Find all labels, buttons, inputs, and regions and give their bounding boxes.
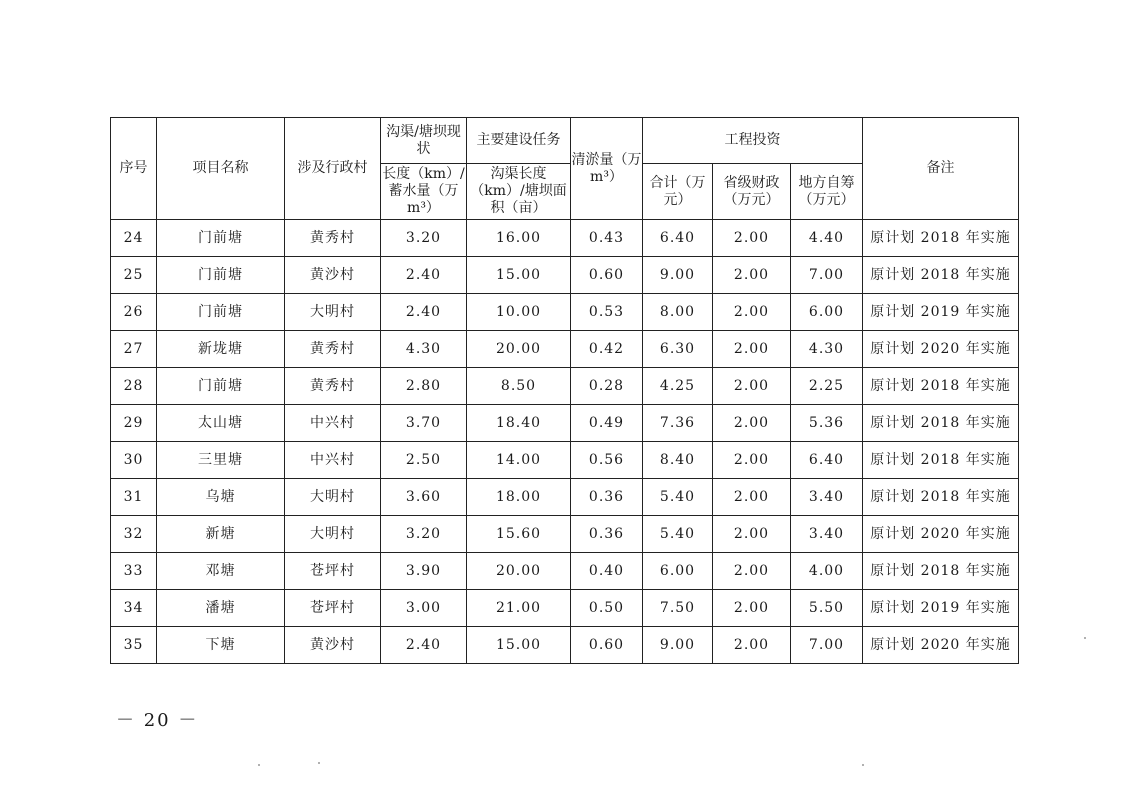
table-body xyxy=(111,220,1019,664)
table-row xyxy=(111,294,1019,331)
table-row xyxy=(111,405,1019,442)
cell-local: 2.25 xyxy=(791,368,863,405)
header-seq: 序号 xyxy=(111,118,157,220)
scan-speck xyxy=(258,764,260,766)
scan-speck xyxy=(318,762,320,764)
cell-village: 中兴村 xyxy=(285,405,381,442)
header-status-top: 沟渠/塘坝现状 xyxy=(381,118,467,164)
cell-provincial: 2.00 xyxy=(713,405,791,442)
header-total: 合计（万元） xyxy=(643,164,713,220)
cell-status: 4.30 xyxy=(381,331,467,368)
header-name: 项目名称 xyxy=(157,118,285,220)
table-row xyxy=(111,220,1019,257)
cell-seq: 31 xyxy=(111,479,157,516)
cell-provincial: 2.00 xyxy=(713,590,791,627)
header-remarks: 备注 xyxy=(863,118,1019,220)
cell-local: 7.00 xyxy=(791,257,863,294)
cell-name: 门前塘 xyxy=(157,220,285,257)
cell-total: 5.40 xyxy=(643,479,713,516)
cell-status: 3.00 xyxy=(381,590,467,627)
cell-seq: 32 xyxy=(111,516,157,553)
cell-task: 8.50 xyxy=(467,368,571,405)
cell-provincial: 2.00 xyxy=(713,220,791,257)
cell-status: 3.60 xyxy=(381,479,467,516)
cell-status: 2.40 xyxy=(381,627,467,664)
cell-provincial: 2.00 xyxy=(713,627,791,664)
header-dredge: 清淤量（万m³） xyxy=(571,118,643,220)
cell-village: 中兴村 xyxy=(285,442,381,479)
page-number: － 20 － xyxy=(116,710,199,731)
cell-dredge: 0.43 xyxy=(571,220,643,257)
cell-remarks: 原计划 2019 年实施 xyxy=(863,294,1019,331)
cell-local: 4.00 xyxy=(791,553,863,590)
cell-provincial: 2.00 xyxy=(713,442,791,479)
cell-local: 7.00 xyxy=(791,627,863,664)
table-header xyxy=(111,118,1019,220)
cell-dredge: 0.36 xyxy=(571,479,643,516)
cell-status: 3.20 xyxy=(381,220,467,257)
cell-total: 8.40 xyxy=(643,442,713,479)
table-row xyxy=(111,627,1019,664)
table-row xyxy=(111,516,1019,553)
header-task-top: 主要建设任务 xyxy=(467,118,571,164)
cell-status: 2.40 xyxy=(381,294,467,331)
cell-remarks: 原计划 2018 年实施 xyxy=(863,442,1019,479)
cell-local: 3.40 xyxy=(791,479,863,516)
cell-name: 潘塘 xyxy=(157,590,285,627)
cell-name: 太山塘 xyxy=(157,405,285,442)
cell-village: 苍坪村 xyxy=(285,553,381,590)
cell-status: 3.70 xyxy=(381,405,467,442)
cell-remarks: 原计划 2018 年实施 xyxy=(863,479,1019,516)
cell-dredge: 0.60 xyxy=(571,627,643,664)
cell-local: 6.00 xyxy=(791,294,863,331)
cell-remarks: 原计划 2020 年实施 xyxy=(863,516,1019,553)
cell-task: 15.00 xyxy=(467,257,571,294)
cell-task: 15.00 xyxy=(467,627,571,664)
cell-seq: 25 xyxy=(111,257,157,294)
table-row xyxy=(111,442,1019,479)
cell-total: 7.50 xyxy=(643,590,713,627)
cell-local: 5.36 xyxy=(791,405,863,442)
header-local: 地方自筹（万元） xyxy=(791,164,863,220)
cell-task: 18.40 xyxy=(467,405,571,442)
cell-name: 新塘 xyxy=(157,516,285,553)
cell-remarks: 原计划 2018 年实施 xyxy=(863,220,1019,257)
cell-task: 20.00 xyxy=(467,553,571,590)
cell-total: 9.00 xyxy=(643,257,713,294)
cell-village: 黄沙村 xyxy=(285,257,381,294)
cell-seq: 24 xyxy=(111,220,157,257)
cell-task: 15.60 xyxy=(467,516,571,553)
cell-provincial: 2.00 xyxy=(713,553,791,590)
cell-local: 4.40 xyxy=(791,220,863,257)
table-row xyxy=(111,257,1019,294)
cell-village: 大明村 xyxy=(285,479,381,516)
cell-remarks: 原计划 2018 年实施 xyxy=(863,405,1019,442)
project-table xyxy=(110,117,1019,664)
cell-name: 门前塘 xyxy=(157,257,285,294)
cell-name: 门前塘 xyxy=(157,294,285,331)
cell-village: 大明村 xyxy=(285,294,381,331)
cell-village: 黄秀村 xyxy=(285,220,381,257)
cell-remarks: 原计划 2018 年实施 xyxy=(863,257,1019,294)
cell-total: 4.25 xyxy=(643,368,713,405)
cell-seq: 35 xyxy=(111,627,157,664)
cell-seq: 28 xyxy=(111,368,157,405)
cell-name: 三里塘 xyxy=(157,442,285,479)
table-row xyxy=(111,331,1019,368)
cell-dredge: 0.50 xyxy=(571,590,643,627)
scan-speck xyxy=(862,764,864,766)
cell-status: 2.40 xyxy=(381,257,467,294)
cell-total: 5.40 xyxy=(643,516,713,553)
cell-task: 10.00 xyxy=(467,294,571,331)
cell-task: 18.00 xyxy=(467,479,571,516)
cell-provincial: 2.00 xyxy=(713,479,791,516)
cell-local: 3.40 xyxy=(791,516,863,553)
cell-village: 黄沙村 xyxy=(285,627,381,664)
cell-dredge: 0.53 xyxy=(571,294,643,331)
cell-dredge: 0.36 xyxy=(571,516,643,553)
table-row xyxy=(111,479,1019,516)
cell-dredge: 0.56 xyxy=(571,442,643,479)
cell-remarks: 原计划 2018 年实施 xyxy=(863,553,1019,590)
cell-dredge: 0.28 xyxy=(571,368,643,405)
cell-provincial: 2.00 xyxy=(713,368,791,405)
cell-seq: 33 xyxy=(111,553,157,590)
cell-name: 乌塘 xyxy=(157,479,285,516)
cell-local: 6.40 xyxy=(791,442,863,479)
cell-dredge: 0.40 xyxy=(571,553,643,590)
cell-remarks: 原计划 2019 年实施 xyxy=(863,590,1019,627)
cell-local: 5.50 xyxy=(791,590,863,627)
scan-speck xyxy=(1084,637,1086,639)
cell-total: 9.00 xyxy=(643,627,713,664)
cell-seq: 29 xyxy=(111,405,157,442)
cell-total: 6.40 xyxy=(643,220,713,257)
cell-village: 黄秀村 xyxy=(285,331,381,368)
cell-remarks: 原计划 2020 年实施 xyxy=(863,627,1019,664)
header-task-bottom: 沟渠长度（km）/塘坝面积（亩） xyxy=(467,164,571,220)
cell-seq: 26 xyxy=(111,294,157,331)
cell-village: 大明村 xyxy=(285,516,381,553)
cell-total: 6.30 xyxy=(643,331,713,368)
cell-name: 下塘 xyxy=(157,627,285,664)
cell-status: 2.80 xyxy=(381,368,467,405)
cell-provincial: 2.00 xyxy=(713,294,791,331)
table-row xyxy=(111,553,1019,590)
cell-total: 8.00 xyxy=(643,294,713,331)
header-status-bottom: 长度（km）/蓄水量（万m³） xyxy=(381,164,467,220)
cell-remarks: 原计划 2018 年实施 xyxy=(863,368,1019,405)
cell-provincial: 2.00 xyxy=(713,516,791,553)
header-provincial: 省级财政（万元） xyxy=(713,164,791,220)
cell-dredge: 0.42 xyxy=(571,331,643,368)
cell-total: 6.00 xyxy=(643,553,713,590)
cell-seq: 30 xyxy=(111,442,157,479)
cell-task: 21.00 xyxy=(467,590,571,627)
cell-name: 门前塘 xyxy=(157,368,285,405)
cell-village: 苍坪村 xyxy=(285,590,381,627)
header-investment: 工程投资 xyxy=(643,118,863,164)
cell-status: 3.90 xyxy=(381,553,467,590)
cell-remarks: 原计划 2020 年实施 xyxy=(863,331,1019,368)
table-row xyxy=(111,590,1019,627)
cell-status: 3.20 xyxy=(381,516,467,553)
cell-dredge: 0.49 xyxy=(571,405,643,442)
cell-provincial: 2.00 xyxy=(713,331,791,368)
cell-local: 4.30 xyxy=(791,331,863,368)
cell-dredge: 0.60 xyxy=(571,257,643,294)
cell-name: 新垅塘 xyxy=(157,331,285,368)
cell-village: 黄秀村 xyxy=(285,368,381,405)
cell-status: 2.50 xyxy=(381,442,467,479)
cell-task: 20.00 xyxy=(467,331,571,368)
header-village: 涉及行政村 xyxy=(285,118,381,220)
cell-seq: 34 xyxy=(111,590,157,627)
cell-name: 邓塘 xyxy=(157,553,285,590)
cell-provincial: 2.00 xyxy=(713,257,791,294)
cell-total: 7.36 xyxy=(643,405,713,442)
cell-task: 14.00 xyxy=(467,442,571,479)
cell-task: 16.00 xyxy=(467,220,571,257)
table-row xyxy=(111,368,1019,405)
cell-seq: 27 xyxy=(111,331,157,368)
